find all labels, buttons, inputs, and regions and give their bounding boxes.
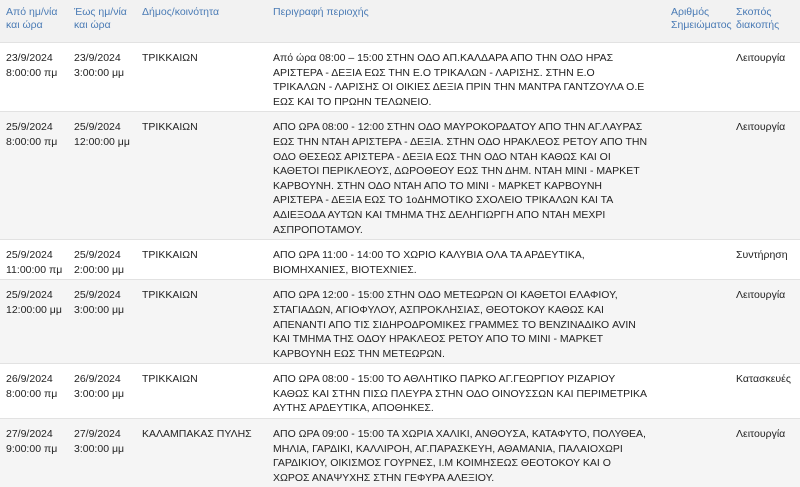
cell-number [665,112,730,240]
cell-description: ΑΠΟ ΩΡΑ 08:00 - 12:00 ΣΤΗΝ ΟΔΟ ΜΑΥΡΟΚΟΡΔΑΤΟΥ ΑΠΟ ΤΗΝ ΑΓ.ΛΑΥΡΑΣ ΕΩΣ ΤΗΝ ΝΤΑΗ ΑΡΙΣΤΕΡΑ - ΔΕΞΙΑ. ΣΤΗΝ ΟΔΟ ΗΡΑΚΛΕΟΣ ΡΕΤΟΥ ΑΠΟ ΤΗΝ ΟΔΟ ΘΕΣΕΩΣ ΑΡΙΣΤΕΡΑ - ΔΕΞΙΑ ΕΩΣ ΤΗΝ ΟΔΟ ΝΤΑΗ ΚΑΘΩΣ ΚΑΙ ΟΙ ΚΑΘΕΤΟΙ ΠΕΡΙΚΛΕΟΥΣ, ΔΩΡΟΘΕΟΥ ΕΩΣ ΤΗΝ ΔΗΜ. ΝΤΑΗ ΜΙΝΙ - ΜΑΡΚΕΤ ΚΑΡΒΟΥΝΗ. ΣΤΗΝ ΟΔΟ ΝΤΑΗ ΑΠΟ ΤΟ ΜΙΝΙ - ΜΑΡΚΕΤ ΚΑΡΒΟΥΝΗ ΑΡΙΣΤΕΡΑ - ΔΕΞΙΑ ΕΩΣ ΤΟ 1οΔΗΜΟΤΙΚΟ ΣΧΟΛΕΙΟ ΤΡΙΚΑΛΩΝ ΚΑΙ ΤΑ ΑΔΙΕΞΟΔΑ ΑΥΤΩΝ ΚΑΙ ΤΜΗΜΑ ΤΗΣ ΔΕΛΗΓΙΩΡΓΗ ΑΠΟ ΝΤΑΗ ΜΕΧΡΙ ΑΣΠΡΟΠΟΤΑΜΟΥ. [267,112,665,240]
to-time: 3:00:00 μμ [74,66,125,79]
cell-description: ΑΠΟ ΩΡΑ 12:00 - 15:00 ΣΤΗΝ ΟΔΟ ΜΕΤΕΩΡΩΝ ΟΙ ΚΑΘΕΤΟΙ ΕΛΑΦΙΟΥ, ΣΤΑΓΙΑΔΩΝ, ΑΓΙΟΦΥΛΟΥ, ΑΣΠΡΟΚΛΗΣΙΑΣ, ΘΕΟΤΟΚΟΥ ΚΑΘΩΣ ΚΑΙ ΑΠΕΝΑΝΤΙ ΑΠΟ ΤΙΣ ΣΙΔΗΡΟΔΡΟΜΙΚΕΣ ΓΡΑΜΜΕΣ ΤΟ ΒΕΝΖΙΝΑΔΙΚΟ AVIN ΚΑΙ ΤΜΗΜΑ ΤΗΣ ΟΔΟΥ ΗΡΑΚΛΕΟΣ ΡΕΤΟΥ ΑΠΟ ΤΟ ΜΙΝΙ - ΜΑΡΚΕΤ ΚΑΡΒΟΥΝΗ ΕΩΣ ΤΗΝ ΜΕΤΕΩΡΩΝ. [267,280,665,364]
cell-to [68,112,136,240]
cell-to [68,240,136,280]
cell-purpose: Κατασκευές [730,364,800,419]
header-to[interactable]: Έως ημ/νία και ώρα [74,6,127,31]
cell-description: Από ώρα 08:00 – 15:00 ΣΤΗΝ ΟΔΟ ΑΠ.ΚΑΛΔΑΡΑ ΑΠΟ ΤΗΝ ΟΔΟ ΗΡΑΣ ΑΡΙΣΤΕΡΑ - ΔΕΞΙΑ ΕΩΣ ΤΗΝ Ε.Ο ΤΡΙΚΑΛΩΝ - ΛΑΡΙΣΗΣ. ΣΤΗΝ Ε.Ο ΤΡΙΚΑΛΩΝ - ΛΑΡΙΣΗΣ ΟΙ ΟΙΚΙΕΣ ΔΕΞΙΑ ΠΡΙΝ ΤΗΝ ΜΑΝΤΡΑ ΓΑΝΤΖΟΥΛΑ Ο.Ε ΕΩΣ ΚΑΙ ΤΟ ΠΡΩΗΝ ΤΕΛΩΝΕΙΟ. [267,43,665,112]
to-time: 12:00:00 μμ [74,135,130,148]
cell-description: ΑΠΟ ΩΡΑ 11:00 - 14:00 ΤΟ ΧΩΡΙΟ ΚΑΛΥΒΙΑ ΟΛΑ ΤΑ ΑΡΔΕΥΤΙΚΑ, ΒΙΟΜΗΧΑΝΙΕΣ, ΒΙΟΤΕΧΝΙΕΣ. [267,240,665,280]
cell-purpose: Λειτουργία [730,280,800,364]
from-date: 25/9/2024 [6,289,53,302]
cell-to [68,43,136,112]
from-date: 25/9/2024 [6,249,53,262]
cell-purpose: Λειτουργία [730,419,800,487]
cell-municipality: ΚΑΛΑΜΠΑΚΑΣ ΠΥΛΗΣ [136,419,267,487]
from-time: 12:00:00 μμ [6,303,62,316]
cell-municipality: ΤΡΙΚΚΑΙΩΝ [136,43,267,112]
table-header-row [0,0,800,43]
table-row [0,43,800,112]
cell-number [665,419,730,487]
from-time: 9:00:00 πμ [6,442,58,455]
header-municipality[interactable]: Δήμος/κοινότητα [142,6,220,18]
cell-number [665,364,730,419]
from-date: 23/9/2024 [6,52,53,64]
cell-purpose: Λειτουργία [730,43,800,112]
cell-from [0,240,68,280]
from-time: 8:00:00 πμ [6,387,58,400]
cell-municipality: ΤΡΙΚΚΑΙΩΝ [136,240,267,280]
from-time: 8:00:00 πμ [6,66,58,79]
from-time: 8:00:00 πμ [6,135,58,148]
cell-description: ΑΠΟ ΩΡΑ 09:00 - 15:00 ΤΑ ΧΩΡΙΑ ΧΑΛΙΚΙ, ΑΝΘΟΥΣΑ, ΚΑΤΑΦΥΤΟ, ΠΟΛΥΘΕΑ, ΜΗΛΙΑ, ΓΑΡΔΙΚΙ, ΚΑΛΛΙΡΟΗ, ΑΓ.ΠΑΡΑΣΚΕΥΗ, ΑΘΑΜΑΝΙΑ, ΠΑΛΑΙΟΧΩΡΙ ΓΑΡΔΙΚΙΟΥ, ΟΙΚΙΣΜΟΣ ΓΟΥΡΝΕΣ, Ι.Μ ΚΟΙΜΗΣΕΩΣ ΘΕΟΤΟΚΟΥ ΚΑΙ Ο ΧΩΡΟΣ ΑΝΑΨΥΧΗΣ ΣΤΗΝ ΓΕΦΥΡΑ ΑΛΕΞΙΟΥ. [267,419,665,487]
cell-from [0,419,68,487]
from-date: 27/9/2024 [6,428,53,441]
to-date: 25/9/2024 [74,289,121,302]
cell-to [68,364,136,419]
to-time: 3:00:00 μμ [74,442,125,455]
cell-from [0,112,68,240]
to-time: 3:00:00 μμ [74,303,125,316]
table-row [0,112,800,240]
table-row [0,280,800,364]
cell-municipality: ΤΡΙΚΚΑΙΩΝ [136,364,267,419]
from-time: 11:00:00 πμ [6,263,63,276]
cell-description: ΑΠΟ ΩΡΑ 08:00 - 15:00 ΤΟ ΑΘΛΗΤΙΚΟ ΠΑΡΚΟ ΑΓ.ΓΕΩΡΓΙΟΥ ΡΙΖΑΡΙΟΥ ΚΑΘΩΣ ΚΑΙ ΣΤΗΝ ΠΙΣΩ ΠΛΕΥΡΑ ΣΤΗΝ ΟΔΟ ΟΙΝΟΥΣΣΩΝ ΚΑΙ ΠΕΡΙΜΕΤΡΙΚΑ ΑΥΤΗΣ ΑΡΔΕΥΤΙΚΑ, ΑΠΟΘΗΚΕΣ. [267,364,665,419]
to-date: 27/9/2024 [74,428,121,441]
table-row [0,240,800,280]
cell-from [0,43,68,112]
table-row [0,364,800,419]
cell-municipality: ΤΡΙΚΚΑΙΩΝ [136,112,267,240]
cell-number [665,280,730,364]
cell-from [0,280,68,364]
cell-from [0,364,68,419]
table-row [0,419,800,487]
to-date: 26/9/2024 [74,373,121,386]
cell-purpose: Συντήρηση [730,240,800,280]
header-from[interactable]: Από ημ/νία και ώρα [6,6,58,31]
header-number[interactable]: Αριθμός Σημειώματος [671,6,732,31]
cell-to [68,419,136,487]
from-date: 25/9/2024 [6,121,53,134]
to-date: 23/9/2024 [74,52,121,64]
from-date: 26/9/2024 [6,373,53,386]
cell-purpose: Λειτουργία [730,112,800,240]
cell-to [68,280,136,364]
to-time: 3:00:00 μμ [74,387,125,400]
to-date: 25/9/2024 [74,249,121,262]
to-time: 2:00:00 μμ [74,263,125,276]
cell-municipality: ΤΡΙΚΚΑΙΩΝ [136,280,267,364]
to-date: 25/9/2024 [74,121,121,134]
header-purpose[interactable]: Σκοπός διακοπής [736,6,780,31]
header-area[interactable]: Περιγραφή περιοχής [273,6,369,18]
cell-number [665,43,730,112]
cell-number [665,240,730,280]
